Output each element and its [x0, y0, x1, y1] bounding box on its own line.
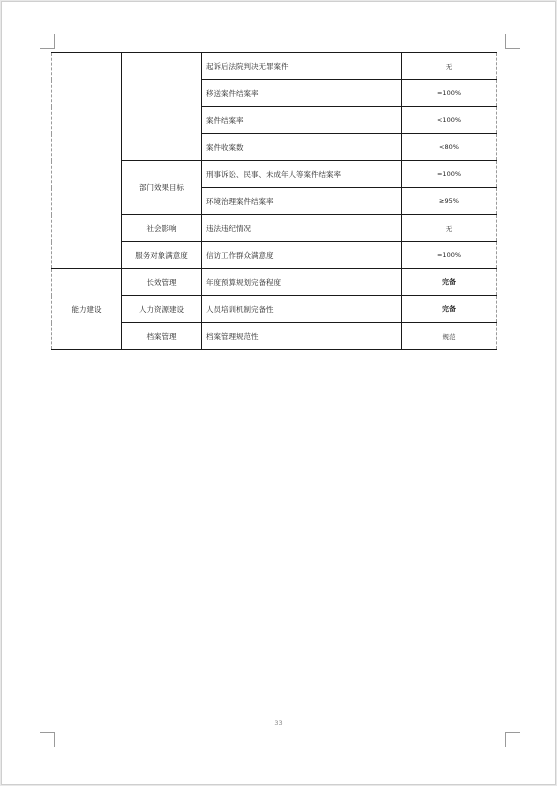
table-cell-indicator: 信访工作群众满意度	[202, 242, 402, 269]
table-cell-value: <80%	[402, 134, 497, 161]
crop-mark-bottom-left	[40, 732, 55, 747]
table-cell-value: =100%	[402, 161, 497, 188]
table-cell-value: =100%	[402, 242, 497, 269]
crop-mark-top-left	[40, 34, 55, 49]
table-cell-subcategory: 人力资源建设	[122, 296, 202, 323]
table-cell-value: <100%	[402, 107, 497, 134]
table-cell-indicator: 移送案件结案率	[202, 80, 402, 107]
table-cell-subcategory: 档案管理	[122, 323, 202, 350]
document-page	[1, 1, 556, 785]
table-cell-category	[52, 53, 122, 269]
crop-mark-bottom-right	[505, 732, 520, 747]
table-row	[52, 53, 497, 80]
table-cell-indicator: 人员培训机制完备性	[202, 296, 402, 323]
table-cell-subcategory: 长效管理	[122, 269, 202, 296]
table-row	[52, 269, 497, 296]
table-cell-indicator: 刑事诉讼、民事、未成年人等案件结案率	[202, 161, 402, 188]
table-cell-indicator: 违法违纪情况	[202, 215, 402, 242]
table-cell-value: =100%	[402, 80, 497, 107]
table-cell-indicator: 案件收案数	[202, 134, 402, 161]
table-cell-category: 能力建设	[52, 269, 122, 350]
table-cell-value: 规范	[402, 323, 497, 350]
table-cell-subcategory: 部门效果目标	[122, 161, 202, 215]
table-cell-indicator: 案件结案率	[202, 107, 402, 134]
table-cell-value: 完备	[402, 269, 497, 296]
crop-mark-top-right	[505, 34, 520, 49]
table-cell-value: 无	[402, 215, 497, 242]
table-cell-subcategory	[122, 53, 202, 161]
performance-indicator-table	[51, 52, 497, 350]
page-number: 33	[274, 719, 283, 727]
table-cell-subcategory: 社会影响	[122, 215, 202, 242]
table-cell-value: ≥95%	[402, 188, 497, 215]
table-cell-value: 无	[402, 53, 497, 80]
table-cell-subcategory: 服务对象满意度	[122, 242, 202, 269]
table-cell-indicator: 起诉后法院判决无罪案件	[202, 53, 402, 80]
table-cell-indicator: 档案管理规范性	[202, 323, 402, 350]
table-cell-indicator: 环境治理案件结案率	[202, 188, 402, 215]
table-cell-value: 完备	[402, 296, 497, 323]
table-cell-indicator: 年度预算规划完备程度	[202, 269, 402, 296]
